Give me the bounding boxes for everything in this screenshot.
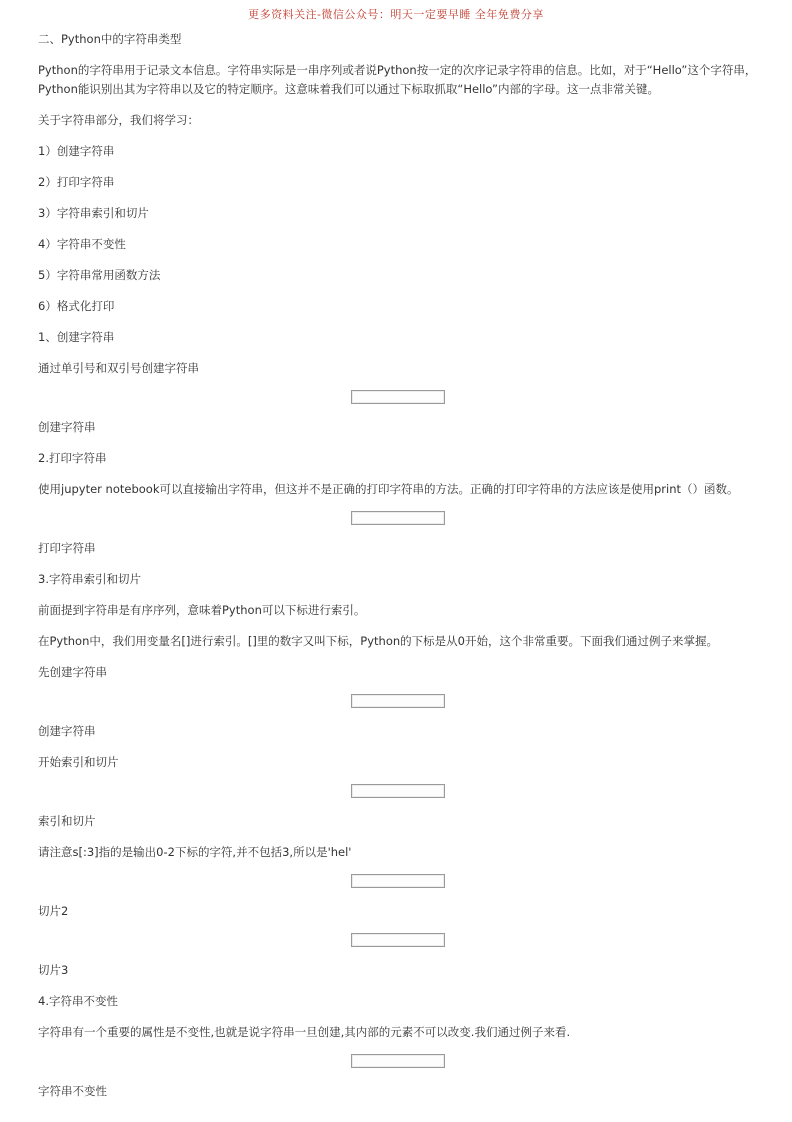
image-placeholder (351, 511, 445, 525)
paragraph: 在Python中，我们用变量名[]进行索引。[]里的数字又叫下标，Python的下标是从0开始，这个非常重要。下面我们通过例子来掌握。 (38, 634, 718, 648)
image-caption: 创建字符串 (38, 724, 96, 738)
section-heading: 1、创建字符串 (38, 330, 115, 344)
image-caption: 索引和切片 (38, 814, 96, 828)
paragraph: 字符串有一个重要的属性是不变性,也就是说字符串一旦创建,其内部的元素不可以改变.我们通过例子来看. (38, 1025, 571, 1039)
list-item: 6）格式化打印 (38, 299, 115, 313)
image-placeholder (351, 784, 445, 798)
list-item: 3）字符串索引和切片 (38, 206, 149, 220)
paragraph: 开始索引和切片 (38, 755, 119, 769)
image-caption: 切片2 (38, 904, 69, 918)
paragraph: 前面提到字符串是有序序列，意味着Python可以下标进行索引。 (38, 603, 366, 617)
section-heading: 2.打印字符串 (38, 451, 107, 465)
image-caption: 切片3 (38, 963, 69, 977)
paragraph: 先创建字符串 (38, 665, 107, 679)
header-banner: 更多资料关注-微信公众号：明天一定要早睡 全年免费分享 (248, 8, 544, 21)
paragraph: 使用jupyter notebook可以直接输出字符串，但这并不是正确的打印字符串的方法。正确的打印字符串的方法应该是使用print（）函数。 (38, 482, 739, 496)
image-placeholder (351, 390, 445, 404)
list-item: 1）创建字符串 (38, 144, 115, 158)
section-heading: 3.字符串索引和切片 (38, 572, 141, 586)
paragraph: 请注意s[:3]指的是输出0-2下标的字符,并不包括3,所以是'hel' (38, 845, 352, 859)
image-placeholder (351, 1054, 445, 1068)
list-item: 5）字符串常用函数方法 (38, 268, 161, 282)
image-placeholder (351, 874, 445, 888)
list-item: 4）字符串不变性 (38, 237, 126, 251)
section-heading: 4.字符串不变性 (38, 994, 118, 1008)
document-body (38, 30, 758, 1113)
list-item: 2）打印字符串 (38, 175, 115, 189)
image-caption: 字符串不变性 (38, 1084, 107, 1098)
paragraph: 通过单引号和双引号创建字符串 (38, 361, 199, 375)
paragraph: Python的字符串用于记录文本信息。字符串实际是一串序列或者说Python按一定的次序记录字符串的信息。比如，对于“Hello”这个字符串，Python能识别出其为字符串以及它的特定顺序。这意味着我们可以通过下标取抓取“Hello”内部的字母。这一点非常关键。 (38, 63, 757, 96)
paragraph: 关于字符串部分，我们将学习： (38, 113, 199, 127)
section-heading: 二、Python中的字符串类型 (38, 32, 182, 46)
image-placeholder (351, 933, 445, 947)
image-placeholder (351, 694, 445, 708)
image-caption: 创建字符串 (38, 420, 96, 434)
image-caption: 打印字符串 (38, 541, 96, 555)
